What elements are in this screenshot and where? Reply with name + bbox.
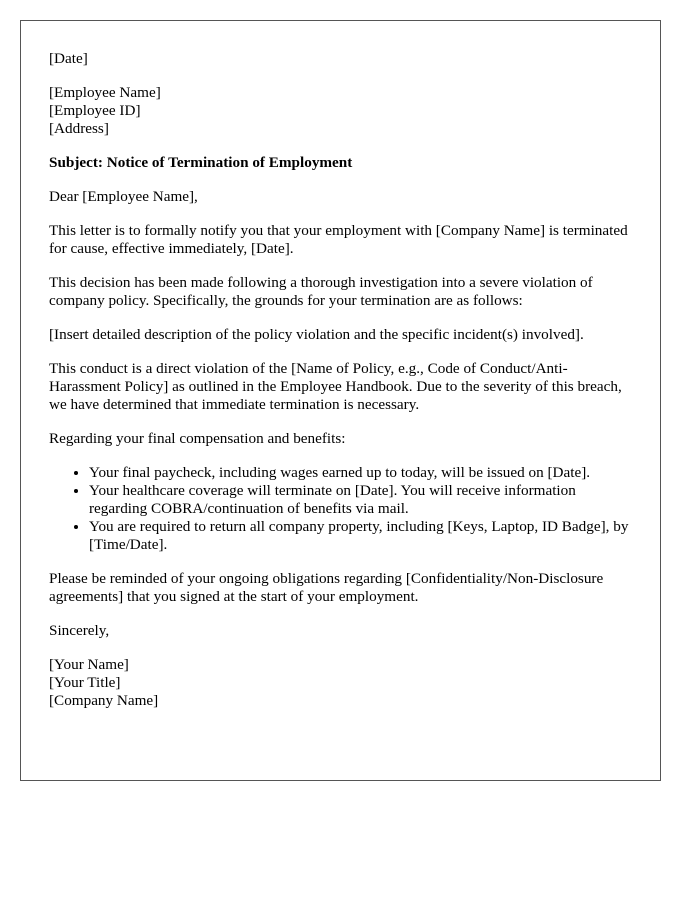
list-item: • Your healthcare coverage will terminate on [Date]. You will receive information regarding COBRA/continuation of benefits via mail. <box>89 482 632 518</box>
list-item: • Your final paycheck, including wages earned up to today, will be issued on [Date]. <box>89 464 632 482</box>
signature-company: [Company Name] <box>49 692 159 709</box>
benefits-list <box>49 464 632 554</box>
recipient-id: [Employee ID] <box>49 102 141 119</box>
paragraph-decision: This decision has been made following a thorough investigation into a severe violation of company policy. Specifically, the grounds for your termination are as follows: <box>49 274 593 309</box>
recipient-address: [Address] <box>49 120 109 137</box>
signature-name: [Your Name] <box>49 656 129 673</box>
signature-title: [Your Title] <box>49 674 121 691</box>
paragraph-conduct: This conduct is a direct violation of the [Name of Policy, e.g., Code of Conduct/Anti-Harassment Policy] as outlined in the Employee Handbook. Due to the severity of this breach, we have determined that immediate termination is necessary. <box>49 360 622 413</box>
paragraph-intro: This letter is to formally notify you that your employment with [Company Name] is terminated for cause, effective immediately, [Date]. <box>49 222 628 257</box>
recipient-name: [Employee Name] <box>49 84 161 101</box>
salutation: Dear [Employee Name], <box>49 188 198 205</box>
signature-block <box>49 656 632 710</box>
letter-date: [Date] <box>49 50 88 67</box>
letter-document <box>20 20 661 781</box>
paragraph-obligations: Please be reminded of your ongoing obligations regarding [Confidentiality/Non-Disclosure agreements] that you signed at the start of your employment. <box>49 570 604 605</box>
closing: Sincerely, <box>49 622 110 639</box>
recipient-block <box>49 84 632 138</box>
paragraph-description: [Insert detailed description of the policy violation and the specific incident(s) involved]. <box>49 326 584 343</box>
letter-subject: Subject: Notice of Termination of Employment <box>49 154 353 171</box>
paragraph-compensation-intro: Regarding your final compensation and benefits: <box>49 430 346 447</box>
list-item: • You are required to return all company property, including [Keys, Laptop, ID Badge], by [Time/Date]. <box>89 518 632 554</box>
